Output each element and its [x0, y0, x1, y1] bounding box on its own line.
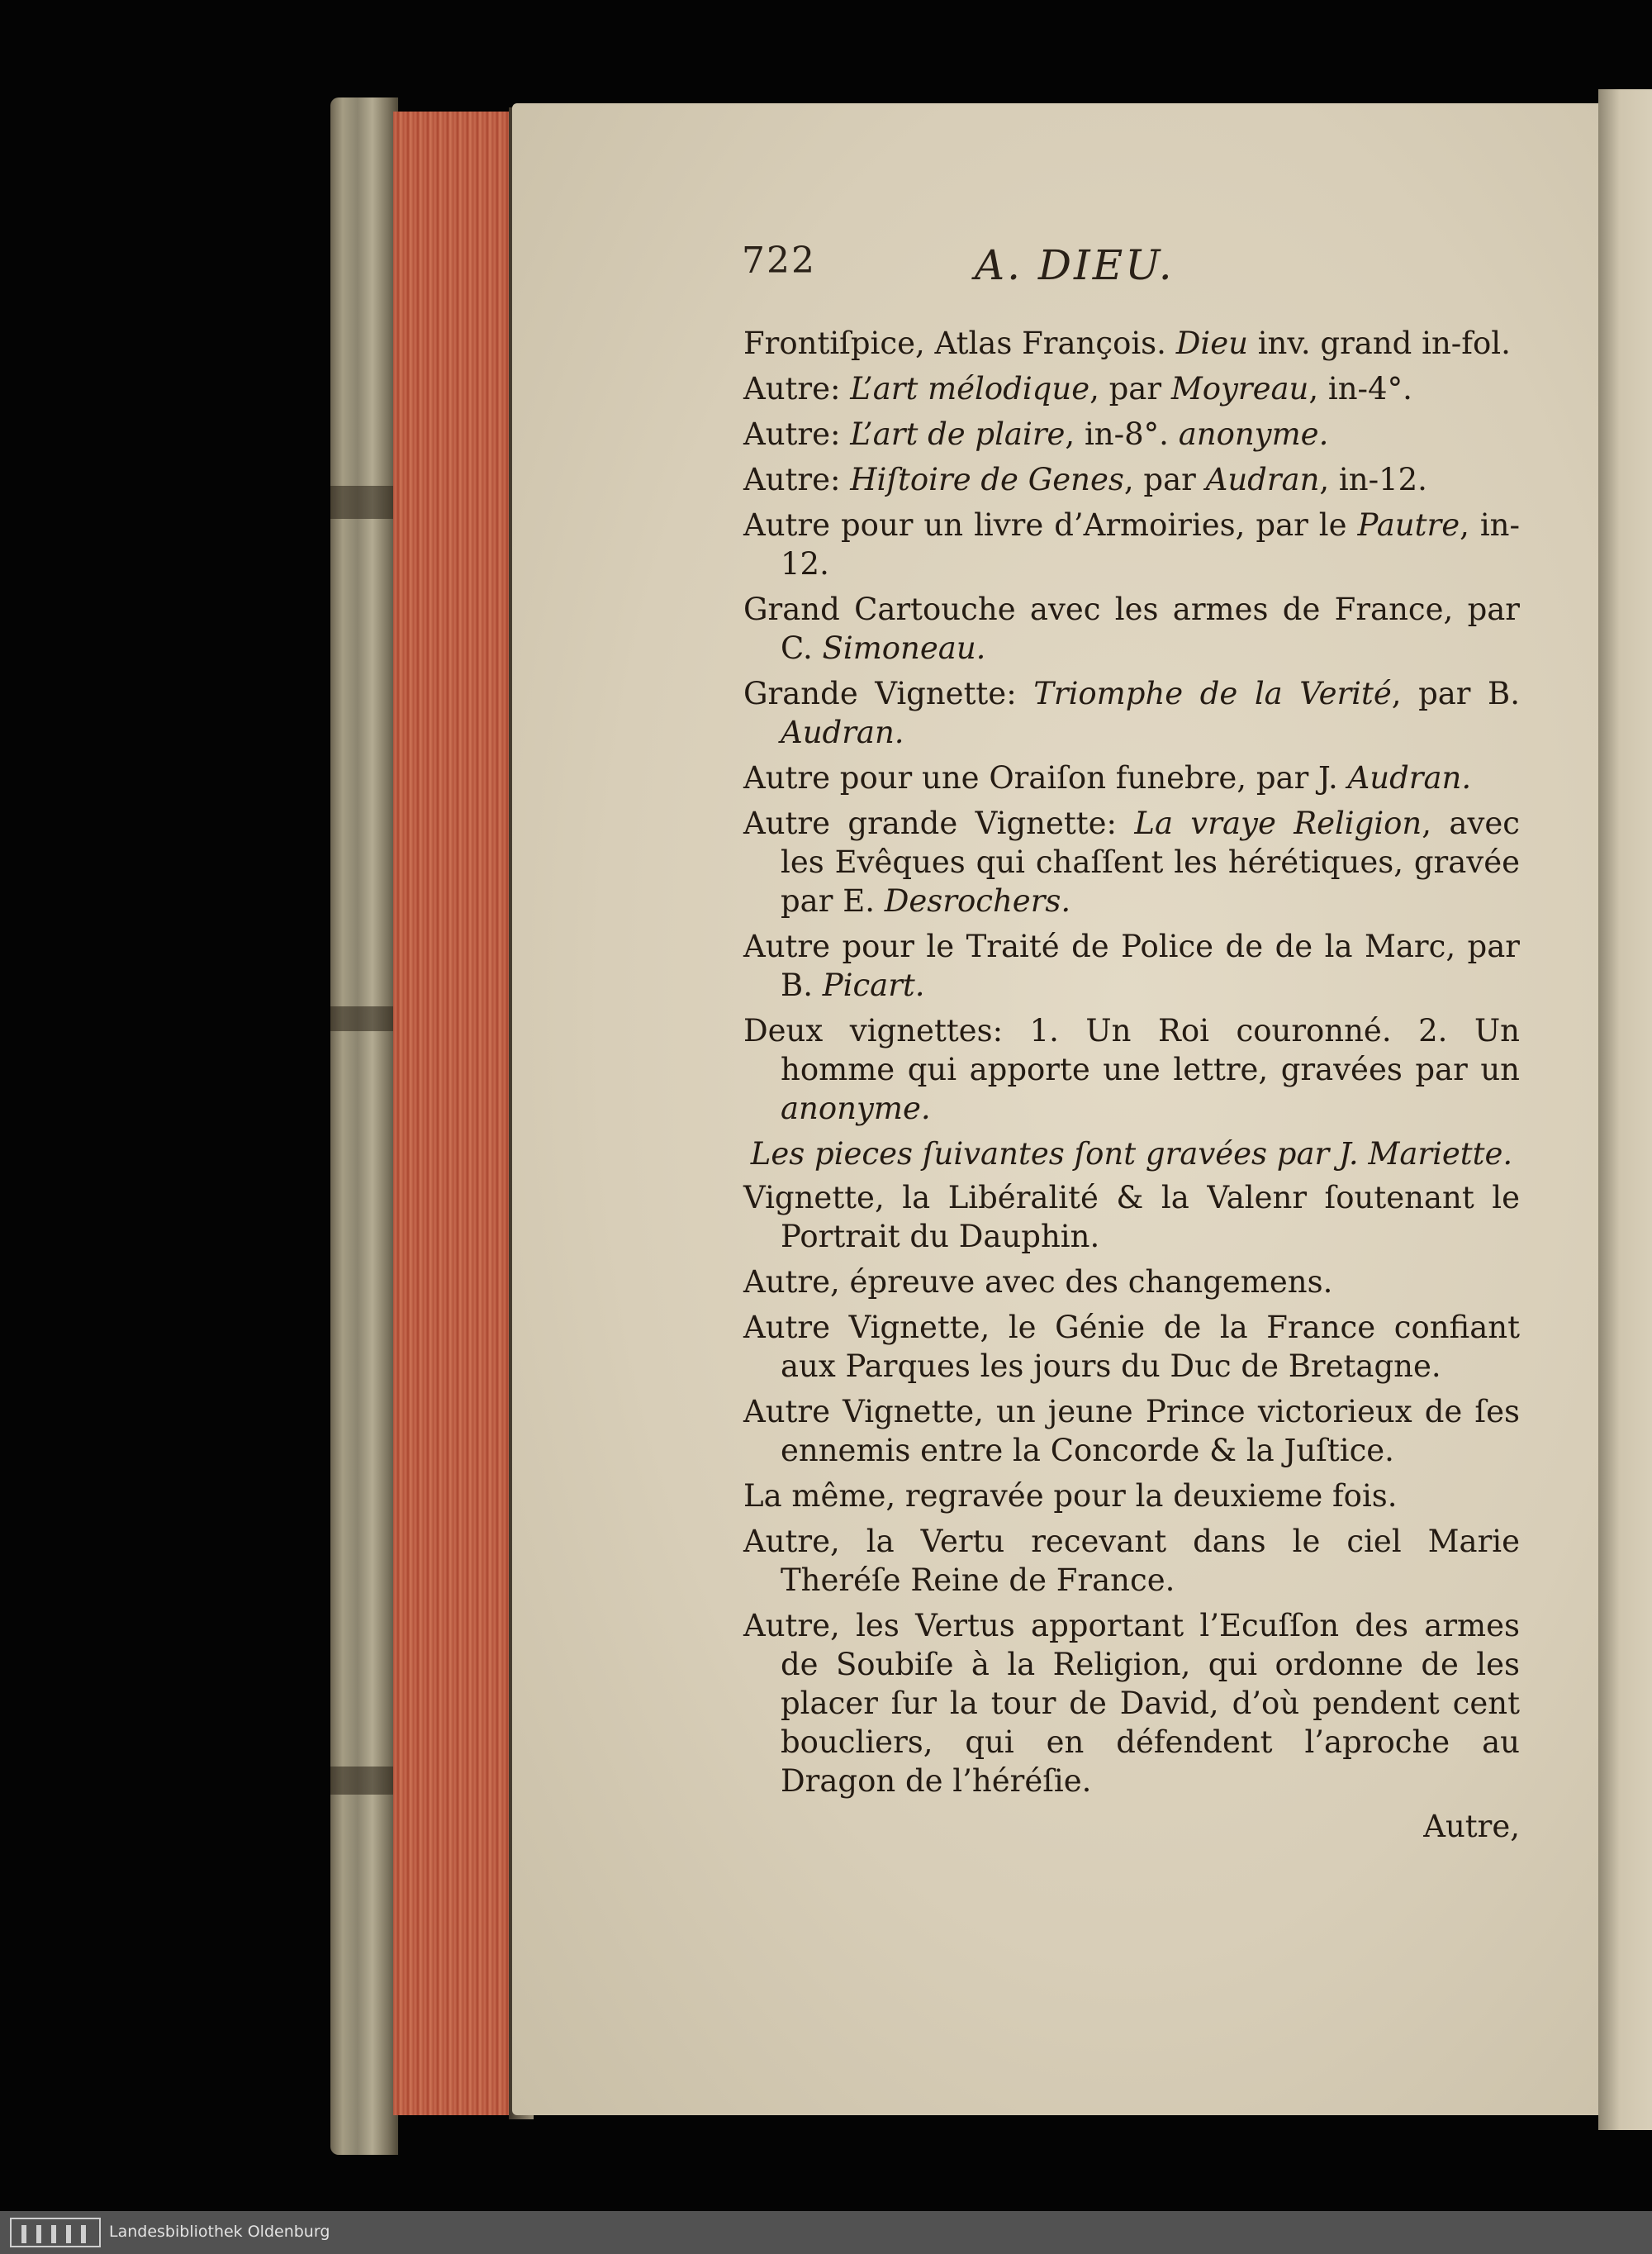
- entry-text: Autre Vignette, un jeune Prince victorieux de ſes ennemis entre la Concorde & la Juſtice.: [743, 1394, 1520, 1468]
- catalogue-entry: [743, 1178, 1520, 1256]
- entry-text: Audran.: [781, 715, 904, 750]
- entry-text: Audran.: [1347, 760, 1472, 796]
- entry-text: Picart.: [822, 968, 925, 1003]
- entry-text: Autre:: [743, 416, 851, 452]
- entry-text: Grande Vignette:: [743, 676, 1034, 711]
- footer-bar: [0, 2211, 1652, 2254]
- catalogue-entry: [743, 590, 1520, 668]
- catalogue-entry: [743, 506, 1520, 583]
- catalogue-entry: [743, 758, 1520, 797]
- entry-text: Les pieces ſuivantes ſont gravées par J. Mariette.: [750, 1136, 1513, 1172]
- entry-text: Autre, les Vertus apportant l’Ecuſſon des armes de Soubiſe à la Religion, qui ordonne de les placer ſur la tour de David, d’où pendent cent boucliers, qui en défendent l’aproche au Dragon de l’héréſie.: [743, 1608, 1520, 1799]
- entry-text: Autre pour un livre d’Armoiries, par le: [743, 507, 1358, 543]
- catalogue-entry: [743, 1392, 1520, 1470]
- entry-text: L’art mélodique: [850, 371, 1090, 407]
- catalogue-entries: [743, 324, 1520, 1846]
- entry-text: Autre, la Vertu recevant dans le ciel Marie Theréſe Reine de France.: [743, 1524, 1520, 1598]
- entry-text: Grand Cartouche avec les armes de France, par C.: [743, 592, 1520, 666]
- library-logo-icon: [10, 2218, 101, 2247]
- book-spine: [330, 97, 398, 2155]
- entry-text: Moyreau: [1170, 371, 1309, 407]
- entry-text: , par: [1089, 371, 1171, 407]
- entry-text: anonyme.: [1178, 416, 1329, 452]
- entry-text: , in-4°.: [1308, 371, 1412, 407]
- entry-text: , in-12.: [781, 507, 1520, 582]
- entry-text: , par: [1123, 462, 1206, 497]
- catalogue-entry: [743, 324, 1520, 363]
- entry-text: Autre:: [743, 371, 851, 407]
- facing-page-edge: [1598, 89, 1652, 2130]
- catalogue-entry: [743, 1477, 1520, 1515]
- catalogue-entry: [743, 1011, 1520, 1128]
- entry-text: Hiſtoire de Genes: [850, 462, 1124, 497]
- catalogue-entry: [743, 1308, 1520, 1386]
- entry-text: Autre:: [743, 462, 851, 497]
- entry-text: Simoneau.: [822, 630, 986, 666]
- catalogue-entry: [743, 369, 1520, 408]
- catalogue-entry: [743, 804, 1520, 920]
- entry-text: , in-8°.: [1065, 416, 1179, 452]
- catalogue-entry: [743, 927, 1520, 1005]
- entry-text: Autre, épreuve avec des changemens.: [743, 1264, 1333, 1300]
- catchword: [743, 1807, 1520, 1846]
- catalogue-entry: [743, 1606, 1520, 1800]
- page-edges: [393, 112, 512, 2115]
- entry-text: Vignette, la Libéralité & la Valenr ſoutenant le Portrait du Dauphin.: [743, 1180, 1520, 1254]
- entry-text: inv. grand in-fol.: [1247, 326, 1511, 361]
- entry-text: Autre grande Vignette:: [743, 806, 1135, 841]
- section-heading: [743, 1134, 1520, 1173]
- catalogue-entry: [743, 1263, 1520, 1301]
- entry-text: Audran: [1205, 462, 1320, 497]
- catalogue-entry: [743, 674, 1520, 752]
- catalogue-entry: [743, 460, 1520, 499]
- entry-text: Dieu: [1175, 326, 1248, 361]
- entry-text: Deux vignettes: 1. Un Roi couronné. 2. Un homme qui apporte une lettre, gravées par un: [743, 1013, 1520, 1087]
- entry-text: La même, regravée pour la deuxieme fois.: [743, 1478, 1398, 1514]
- entry-text: Frontiſpice, Atlas François.: [743, 326, 1176, 361]
- entry-text: Autre Vignette, le Génie de la France confiant aux Parques les jours du Duc de Bretagne.: [743, 1310, 1520, 1384]
- catalogue-entry: [743, 1522, 1520, 1600]
- entry-text: , par B.: [1391, 676, 1520, 711]
- entry-text: Pautre: [1357, 507, 1460, 543]
- entry-text: L’art de plaire: [850, 416, 1066, 452]
- entry-text: Autre,: [1423, 1809, 1520, 1844]
- entry-text: , avec les Evêques qui chaſſent les hérétiques, gravée par E.: [781, 806, 1520, 919]
- entry-text: Autre pour une Oraiſon funebre, par J.: [743, 760, 1348, 796]
- entry-text: anonyme.: [781, 1091, 931, 1126]
- footer-institution: Landesbibliothek Oldenburg: [109, 2223, 330, 2241]
- page-number: 722: [742, 240, 816, 282]
- catalogue-entry: [743, 415, 1520, 454]
- entry-text: Triomphe de la Verité: [1033, 676, 1392, 711]
- running-head: A. DIEU.: [975, 241, 1175, 289]
- entry-text: Desrochers.: [884, 883, 1071, 919]
- entry-text: , in-12.: [1319, 462, 1427, 497]
- entry-text: La vraye Religion: [1134, 806, 1422, 841]
- entry-text: Autre pour le Traité de Police de de la Marc, par B.: [743, 929, 1520, 1003]
